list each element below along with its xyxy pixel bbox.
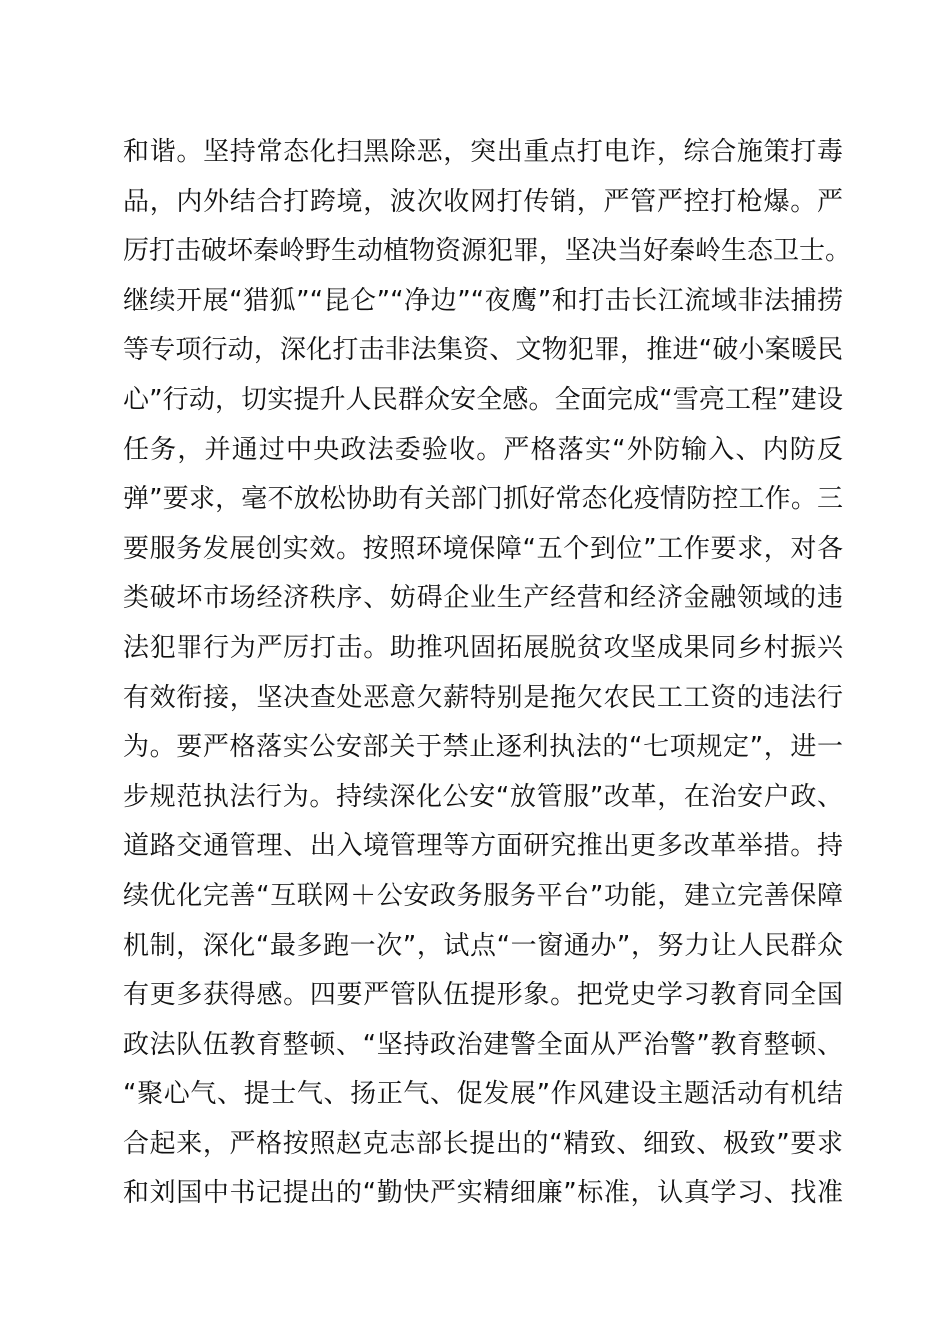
text-line: 和谐。坚持常态化扫黑除恶，突出重点打电诈，综合施策打毒 [123,137,843,167]
text-line: “聚心气、提士气、扬正气、促发展”作风建设主题活动有机结 [123,1079,843,1110]
text-line: 任务，并通过中央政法委验收。严格落实“外防输入、内防反 [123,434,843,465]
text-line: 弹”要求，毫不放松协助有关部门抓好常态化疫情防控工作。三 [123,484,843,515]
text-line: 道路交通管理、出入境管理等方面研究推出更多改革举措。持 [123,831,843,862]
text-line: 法犯罪行为严厉打击。助推巩固拓展脱贫攻坚成果同乡村振兴 [123,632,843,663]
body-text [123,128,852,1219]
text-line: 为。要严格落实公安部关于禁止逐利执法的“七项规定”，进一 [123,732,843,763]
text-line: 心”行动，切实提升人民群众安全感。全面完成“雪亮工程”建设 [123,384,843,415]
text-line: 等专项行动，深化打击非法集资、文物犯罪，推进“破小案暖民 [123,335,843,366]
text-line: 续优化完善“互联网＋公安政务服务平台”功能，建立完善保障 [123,880,843,911]
text-line: 有更多获得感。四要严管队伍提形象。把党史学习教育同全国 [123,980,843,1011]
text-line: 继续开展“猎狐”“昆仑”“净边”“夜鹰”和打击长江流域非法捕捞 [123,285,843,316]
text-line: 步规范执法行为。持续深化公安“放管服”改革，在治安户政、 [123,781,843,812]
text-line: 和刘国中书记提出的“勤快严实精细廉”标准，认真学习、找准 [123,1178,843,1209]
text-line: 合起来，严格按照赵克志部长提出的“精致、细致、极致”要求 [123,1128,843,1159]
text-line: 机制，深化“最多跑一次”，试点“一窗通办”，努力让人民群众 [123,930,843,961]
text-line: 有效衔接，坚决查处恶意欠薪特别是拖欠农民工工资的违法行 [123,682,843,713]
text-line: 类破坏市场经济秩序、妨碍企业生产经营和经济金融领域的违 [123,583,843,614]
text-line: 政法队伍教育整顿、“坚持政治建警全面从严治警”教育整顿、 [123,1029,843,1060]
text-line: 厉打击破坏秦岭野生动植物资源犯罪，坚决当好秦岭生态卫士。 [123,236,852,267]
text-line: 要服务发展创实效。按照环境保障“五个到位”工作要求，对各 [123,533,843,564]
text-line: 品，内外结合打跨境，波次收网打传销，严管严控打枪爆。严 [123,186,843,217]
